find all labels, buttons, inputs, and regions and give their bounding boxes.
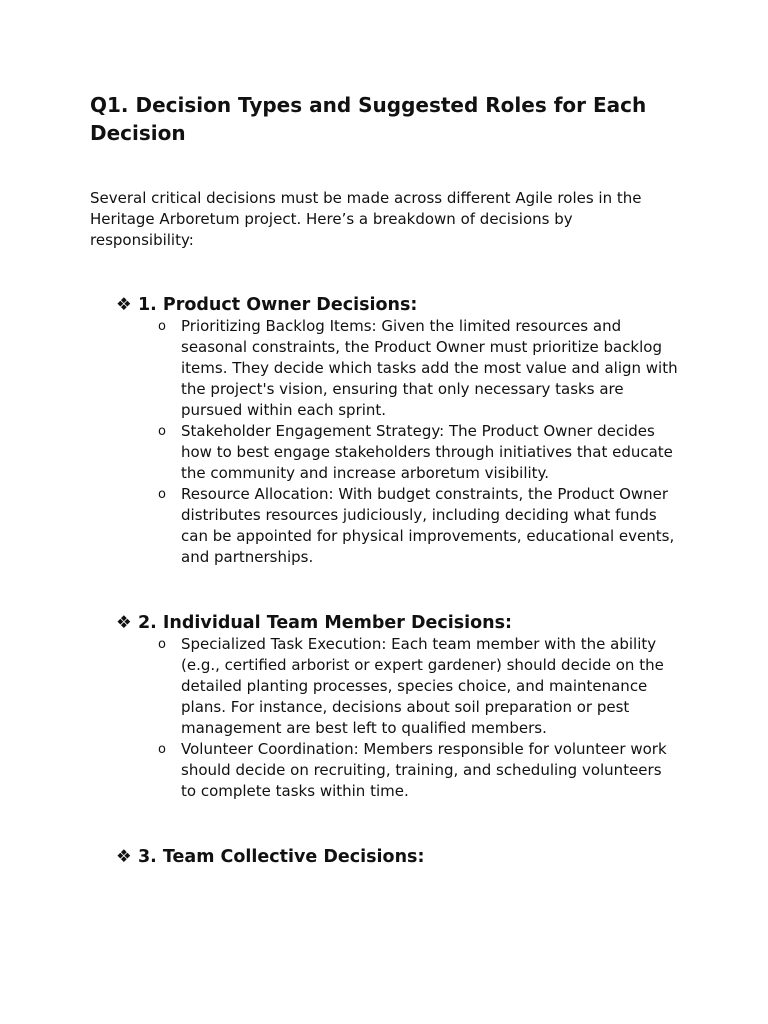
section-heading-text: 2. Individual Team Member Decisions: bbox=[138, 613, 513, 633]
circle-bullet-icon: o bbox=[158, 487, 166, 502]
intro-paragraph: Several critical decisions must be made across different Agile roles in the Heritage Arboretum project. Here’s a breakdown of decisions by responsibility: bbox=[90, 189, 642, 249]
section-heading bbox=[116, 846, 696, 868]
diamond-bullet-icon: ❖ bbox=[116, 847, 132, 867]
decision-list bbox=[116, 316, 696, 568]
decision-list bbox=[116, 634, 696, 802]
section-product-owner bbox=[116, 294, 696, 568]
section-heading bbox=[116, 612, 696, 634]
section-heading-text: 1. Product Owner Decisions: bbox=[138, 295, 418, 315]
section-team-collective bbox=[116, 846, 696, 868]
list-item-text: Volunteer Coordination: Members responsible for volunteer work should decide on recruiting, training, and scheduling volunteers to complete tasks within time. bbox=[181, 740, 667, 800]
list-item-text: Specialized Task Execution: Each team member with the ability (e.g., certified arborist or expert gardener) should decide on the detailed planting processes, species choice, and maintenance plans. For instance, decisions about soil preparation or pest management are best left to qualified members. bbox=[181, 635, 664, 737]
list-item-text: Stakeholder Engagement Strategy: The Product Owner decides how to best engage stakeholders through initiatives that educate the community and increase arboretum visibility. bbox=[181, 422, 673, 482]
circle-bullet-icon: o bbox=[158, 637, 166, 652]
list-item bbox=[116, 634, 696, 739]
list-item-text: Resource Allocation: With budget constraints, the Product Owner distributes resources judiciously, including deciding what funds can be appointed for physical improvements, educational events, and partnerships. bbox=[181, 485, 675, 566]
list-item bbox=[116, 316, 696, 421]
diamond-bullet-icon: ❖ bbox=[116, 295, 132, 315]
section-individual-team-member bbox=[116, 612, 696, 802]
list-item-text: Prioritizing Backlog Items: Given the limited resources and seasonal constraints, the Product Owner must prioritize backlog items. They decide which tasks add the most value and align with the project's vision, ensuring that only necessary tasks are pursued within each sprint. bbox=[181, 317, 678, 419]
circle-bullet-icon: o bbox=[158, 319, 166, 334]
circle-bullet-icon: o bbox=[158, 742, 166, 757]
document-title: Q1. Decision Types and Suggested Roles for Each Decision bbox=[90, 93, 647, 145]
list-item bbox=[116, 421, 696, 484]
diamond-bullet-icon: ❖ bbox=[116, 613, 132, 633]
list-item bbox=[116, 739, 696, 802]
section-heading bbox=[116, 294, 696, 316]
list-item bbox=[116, 484, 696, 568]
circle-bullet-icon: o bbox=[158, 424, 166, 439]
section-heading-text: 3. Team Collective Decisions: bbox=[138, 847, 425, 867]
